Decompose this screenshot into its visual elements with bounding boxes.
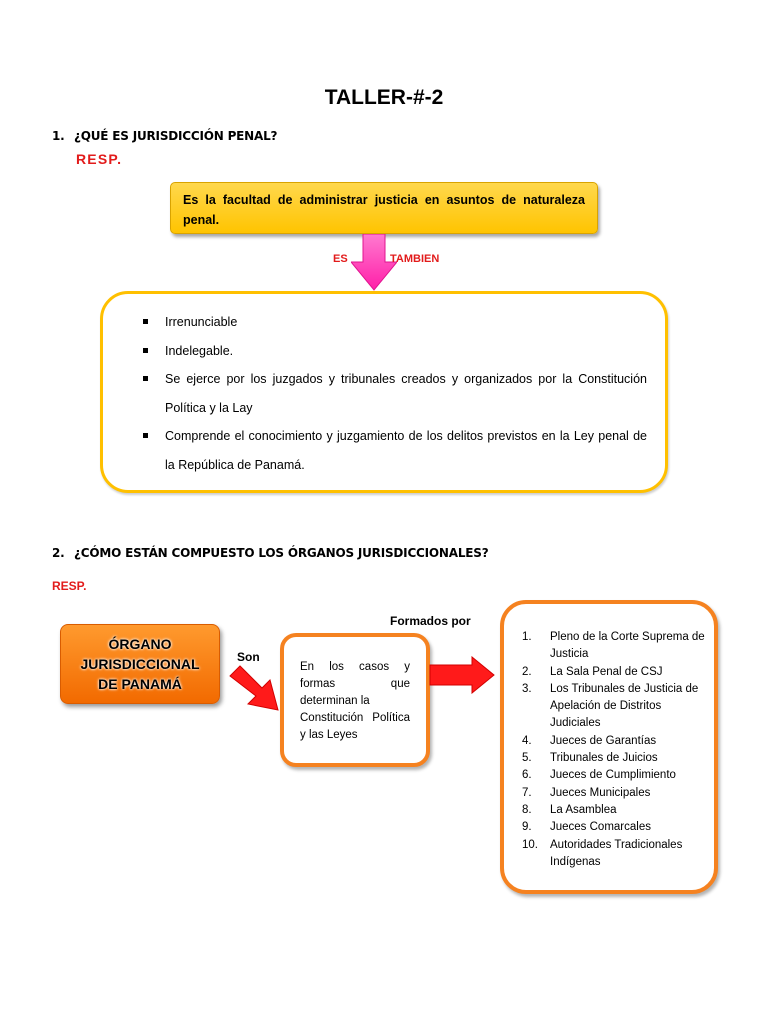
son-label: Son bbox=[237, 650, 260, 664]
question-2 bbox=[52, 546, 489, 560]
formados-label: Formados por bbox=[390, 614, 471, 628]
organo-box bbox=[60, 624, 220, 704]
question-2-text: ¿CÓMO ESTÁN COMPUESTO LOS ÓRGANOS JURISDICCIONALES? bbox=[74, 546, 489, 560]
organs-box bbox=[500, 600, 718, 894]
list-item: 7. Jueces Municipales bbox=[522, 786, 651, 799]
list-item: 9. Jueces Comarcales bbox=[522, 821, 651, 834]
casos-box bbox=[280, 633, 430, 767]
characteristics-box bbox=[100, 291, 668, 493]
right-arrow-icon bbox=[428, 656, 496, 694]
list-item: Irrenunciable bbox=[143, 308, 647, 337]
bullet-icon bbox=[143, 376, 148, 381]
list-item: Se ejerce por los juzgados y tribunales creados y organizados por la Constitución Política y la Lay bbox=[143, 365, 647, 422]
diagonal-arrow-icon bbox=[228, 664, 284, 714]
casos-text-1: En los casos y formas que determinan la bbox=[300, 661, 410, 707]
question-2-number: 2. bbox=[52, 546, 65, 560]
connector-tambien: TAMBIEN bbox=[390, 253, 440, 265]
casos-text-2: Constitución Política y las Leyes bbox=[300, 712, 410, 741]
list-item: 4. Jueces de Garantías bbox=[522, 734, 657, 747]
organo-line-1: ÓRGANO bbox=[108, 636, 172, 652]
list-item: Comprende el conocimiento y juzgamiento de los delitos previstos en la Ley penal de la República de Panamá. bbox=[143, 422, 647, 479]
organo-line-3: DE PANAMÁ bbox=[98, 676, 182, 692]
list-item: 6. Jueces de Cumplimiento bbox=[522, 769, 676, 782]
list-item: 2. La Sala Penal de CSJ bbox=[522, 665, 663, 678]
characteristics-list bbox=[143, 308, 647, 479]
definition-box: Es la facultad de administrar justicia en asuntos de naturaleza penal. bbox=[170, 182, 598, 234]
question-1-text: ¿QUÉ ES JURISDICCIÓN PENAL? bbox=[74, 129, 278, 143]
question-1-number: 1. bbox=[52, 129, 65, 143]
list-item: 3. Los Tribunales de Justicia de Apelación de Distritos Judiciales bbox=[522, 682, 699, 730]
bullet-icon bbox=[143, 433, 148, 438]
bullet-icon bbox=[143, 319, 148, 324]
list-item: Indelegable. bbox=[143, 337, 647, 366]
organo-line-2: JURISDICCIONAL bbox=[80, 656, 200, 672]
list-item: 8. La Asamblea bbox=[522, 803, 617, 816]
connector-es: ES bbox=[333, 253, 348, 265]
list-item: 1. Pleno de la Corte Suprema de Justicia bbox=[522, 631, 705, 661]
organs-list bbox=[522, 629, 706, 871]
list-item: 10. Autoridades Tradicionales Indígenas bbox=[522, 838, 683, 868]
list-item: 5. Tribunales de Juicios bbox=[522, 752, 658, 765]
page-title: TALLER-#-2 bbox=[324, 86, 444, 109]
response-label-1: RESP. bbox=[76, 151, 123, 167]
question-1 bbox=[52, 129, 277, 143]
bullet-icon bbox=[143, 348, 148, 353]
response-label-2: RESP. bbox=[52, 579, 87, 593]
